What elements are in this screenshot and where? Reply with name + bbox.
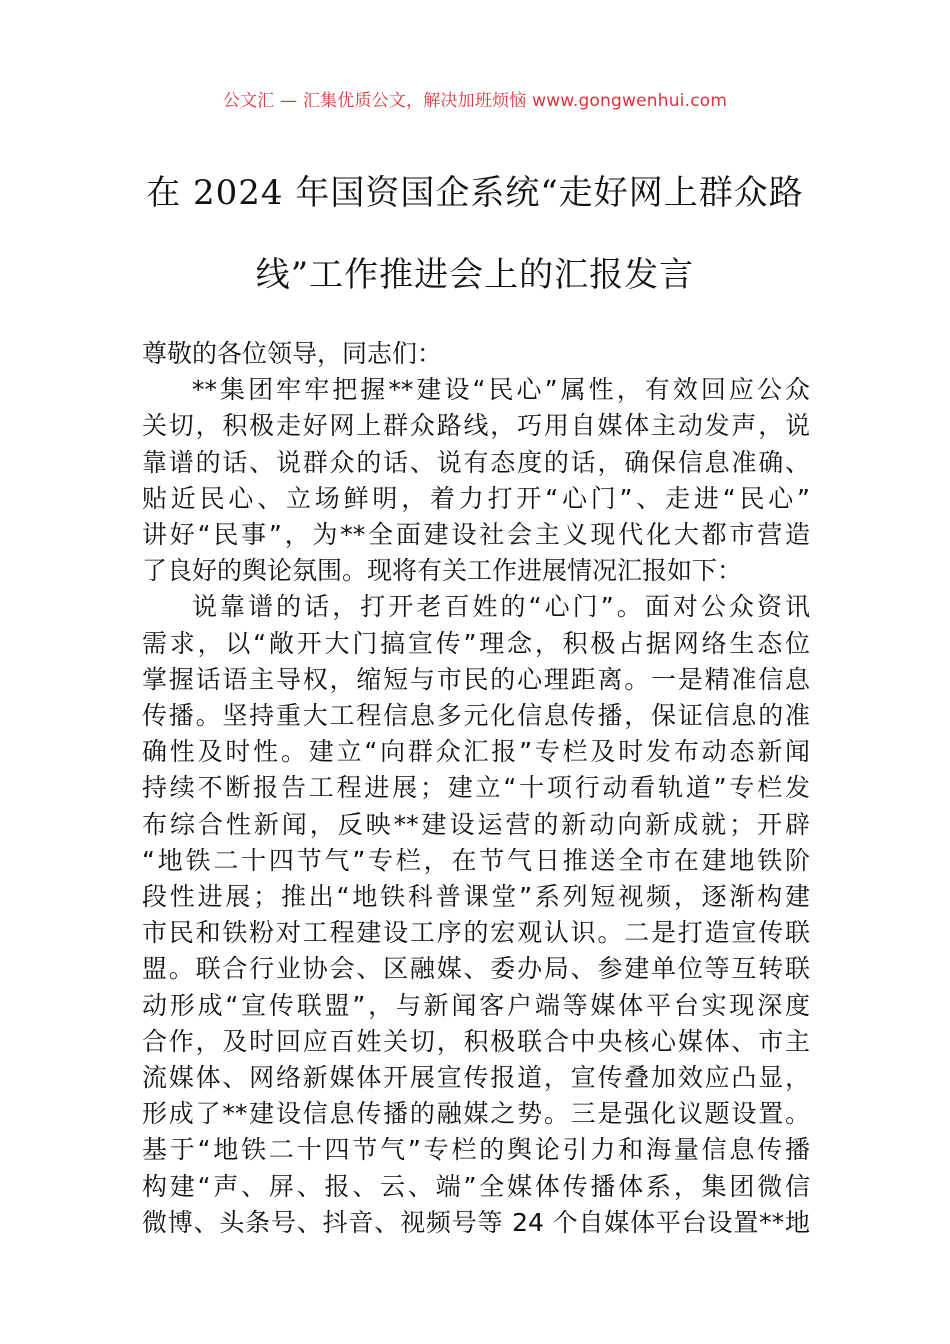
page-title [120,152,830,316]
paragraph-line: 需求，以“敞开大门搞宣传”理念，积极占据网络生态位 [142,628,810,658]
paragraph-line: 布综合性新闻，反映**建设运营的新动向新成就；开辟 [142,809,810,839]
paragraph-line: 构建“声、屏、报、云、端”全媒体传播体系，集团微信 [142,1171,810,1201]
paragraph-line: 动形成“宣传联盟”，与新闻客户端等媒体平台实现深度 [142,990,810,1020]
paragraph-line: 确性及时性。建立“向群众汇报”专栏及时发布动态新闻 [142,737,810,767]
paragraph-line: 说靠谱的话，打开老百姓的“心门”。面对公众资讯 [192,592,810,622]
paragraph-line: 段性进展；推出“地铁科普课堂”系列短视频，逐渐构建 [142,882,810,912]
paragraph-line: “地铁二十四节气”专栏，在节气日推送全市在建地铁阶 [142,845,810,875]
paragraph-line: 传播。坚持重大工程信息多元化信息传播，保证信息的准 [142,701,810,731]
paragraph-line: 持续不断报告工程进展；建立“十项行动看轨道”专栏发 [142,773,810,803]
document-body [142,336,810,1241]
paragraph-line: 讲好“民事”，为**全面建设社会主义现代化大都市营造 [142,520,810,550]
paragraph-line: 掌握话语主导权，缩短与市民的心理距离。一是精准信息 [142,664,810,694]
paragraph-line: **集团牢牢把握**建设“民心”属性，有效回应公众 [192,375,810,405]
paragraph-line: 关切，积极走好网上群众路线，巧用自媒体主动发声，说 [142,411,810,441]
paragraph-line: 贴近民心、立场鲜明，着力打开“心门”、走进“民心” [142,483,810,513]
paragraph-line: 微博、头条号、抖音、视频号等 24 个自媒体平台设置**地 [142,1207,810,1237]
paragraph-line: 合作，及时回应百姓关切，积极联合中央核心媒体、市主 [142,1026,810,1056]
paragraph-line: 了良好的舆论氛围。现将有关工作进展情况汇报如下： [142,556,743,586]
paragraph-line: 基于“地铁二十四节气”专栏的舆论引力和海量信息传播 [142,1135,810,1165]
title-line: 在 2024 年国资国企系统“走好网上群众路 [146,173,804,213]
paragraph-line: 市民和铁粉对工程建设工序的宏观认识。二是打造宣传联 [142,918,810,948]
site-banner: 公文汇 — 汇集优质公文，解决加班烦恼 www.gongwenhui.com [222,91,728,111]
paragraph-line: 盟。联合行业协会、区融媒、委办局、参建单位等互转联 [142,954,810,984]
salutation: 尊敬的各位领导，同志们： [142,339,443,368]
paragraph-line: 形成了**建设信息传播的融媒之势。三是强化议题设置。 [142,1099,810,1129]
title-line: 线”工作推进会上的汇报发言 [255,255,695,295]
paragraph-line: 流媒体、网络新媒体开展宣传报道，宣传叠加效应凸显， [142,1063,810,1093]
paragraph-line: 靠谱的话、说群众的话、说有态度的话，确保信息准确、 [142,447,810,477]
